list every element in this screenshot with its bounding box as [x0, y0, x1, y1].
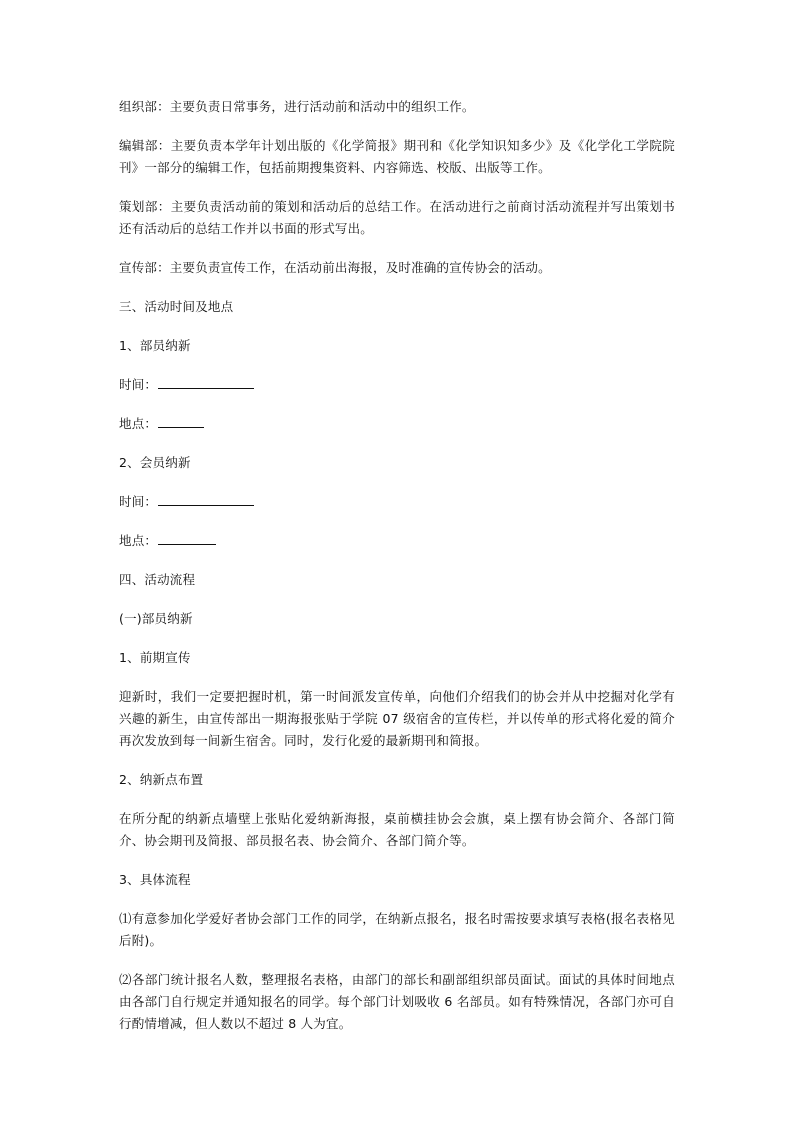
- step-body-publicity: 迎新时，我们一定要把握时机，第一时间派发宣传单，向他们介绍我们的协会并从中挖掘对化学有兴趣的新生，由宣传部出一期海报张贴于学院 07 级宿舍的宣传栏，并以传单的形式将化爱的简介再次发放到每一间新生宿舍。同时，发行化爱的最新期刊和简报。: [119, 689, 675, 748]
- staff-time-line: [119, 374, 675, 396]
- paragraph-edit-dept: 编辑部：主要负责本学年计划出版的《化学简报》期刊和《化学知识知多少》及《化学化工学院院刊》一部分的编辑工作，包括前期搜集资料、内容筛选、校版、出版等工作。: [119, 138, 675, 175]
- document-body: [119, 96, 675, 1052]
- subheading-staff-recruitment: 1、部员纳新: [119, 338, 191, 353]
- section-heading-time-place: 三、活动时间及地点: [119, 299, 234, 314]
- member-place-line: [119, 530, 675, 552]
- step-heading-procedure: 3、具体流程: [119, 872, 191, 887]
- staff-place-label: 地点：: [119, 416, 158, 431]
- member-time-label: 时间：: [119, 494, 158, 509]
- staff-time-blank: [158, 374, 254, 389]
- procedure-item-2: ⑵各部门统计报名人数，整理报名表格，由部门的部长和副部组织部员面试。面试的具体时间地点由各部门自行规定并通知报名的同学。每个部门计划吸收 6 名部员。如有特殊情况，各部门亦可自行酌情增减，但人数以不超过 8 人为宜。: [119, 972, 675, 1031]
- member-place-blank: [158, 530, 216, 545]
- staff-place-blank: [158, 413, 204, 428]
- step-heading-publicity: 1、前期宣传: [119, 650, 191, 665]
- section-heading-process: 四、活动流程: [119, 572, 196, 587]
- paragraph-publicity-dept: 宣传部：主要负责宣传工作，在活动前出海报，及时准确的宣传协会的活动。: [119, 260, 551, 275]
- step-body-booth-setup: 在所分配的纳新点墙壁上张贴化爱纳新海报，桌前横挂协会会旗，桌上摆有协会简介、各部门简介、协会期刊及简报、部员报名表、协会简介、各部门简介等。: [119, 811, 675, 848]
- member-place-label: 地点：: [119, 533, 158, 548]
- subheading-member-recruitment: 2、会员纳新: [119, 455, 191, 470]
- member-time-blank: [158, 491, 254, 506]
- paragraph-org-dept: 组织部：主要负责日常事务，进行活动前和活动中的组织工作。: [119, 99, 475, 114]
- staff-time-label: 时间：: [119, 377, 158, 392]
- procedure-item-1: ⑴有意参加化学爱好者协会部门工作的同学，在纳新点报名，报名时需按要求填写表格(报名表格见后附)。: [119, 911, 675, 948]
- step-heading-booth-setup: 2、纳新点布置: [119, 772, 204, 787]
- paragraph-plan-dept: 策划部：主要负责活动前的策划和活动后的总结工作。在活动进行之前商讨活动流程并写出策划书还有活动后的总结工作并以书面的形式写出。: [119, 199, 675, 236]
- subheading-staff-process: (一)部员纳新: [119, 611, 193, 626]
- staff-place-line: [119, 413, 675, 435]
- member-time-line: [119, 491, 675, 513]
